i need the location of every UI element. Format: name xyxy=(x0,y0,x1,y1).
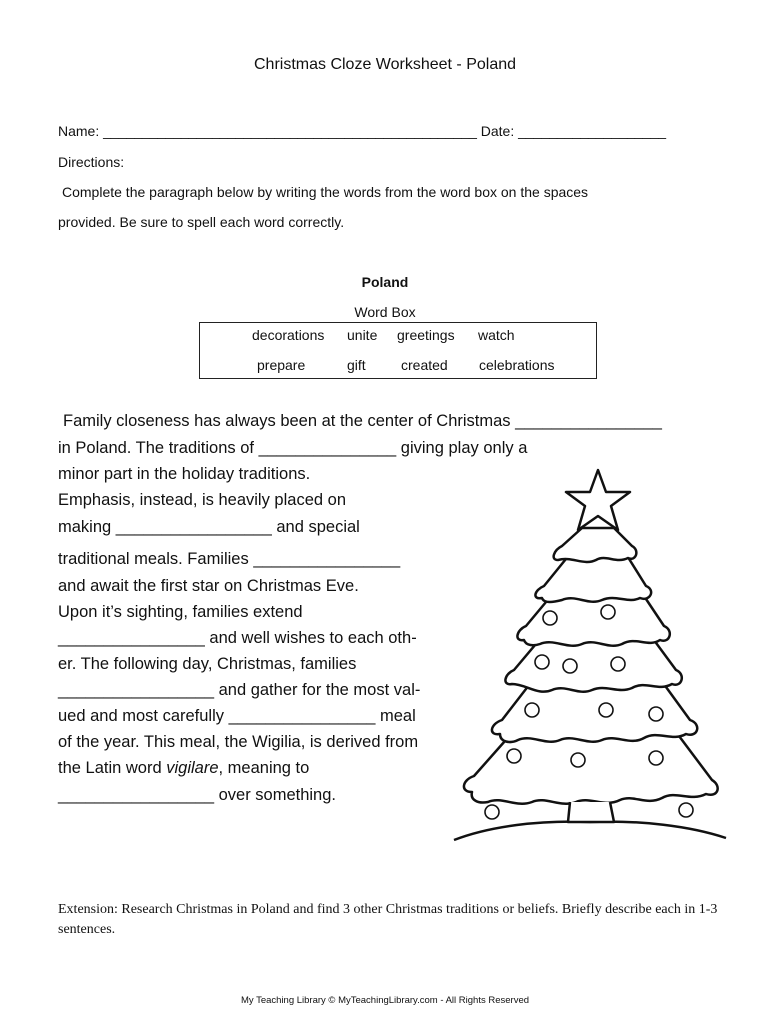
ornament-icon xyxy=(679,803,693,817)
footer-copyright: My Teaching Library © MyTeachingLibrary.com - All Rights Reserved xyxy=(240,995,530,1006)
word-box xyxy=(199,322,597,379)
paragraph-text: , meaning to xyxy=(218,759,310,777)
name-date-line: Name: ________________________________________________ Date: ___________________ xyxy=(58,123,667,139)
ornament-icon xyxy=(599,703,613,717)
ornament-icon xyxy=(507,749,521,763)
ornament-icon xyxy=(543,611,557,625)
paragraph-line: in Poland. The traditions of _______________ giving play only a xyxy=(58,439,528,457)
paragraph-line: Family closeness has always been at the center of Christmas ________________ xyxy=(63,412,662,430)
paragraph-line: making _________________ and special xyxy=(58,518,360,536)
ornament-icon xyxy=(535,655,549,669)
paragraph-line: ued and most carefully ________________ meal xyxy=(58,707,416,725)
paragraph-line: _________________ over something. xyxy=(58,786,336,804)
star-icon xyxy=(566,470,630,530)
word-decorations: decorations xyxy=(252,327,325,343)
ornament-icon xyxy=(571,753,585,767)
paragraph-line: of the year. This meal, the Wigilia, is derived from xyxy=(58,733,419,751)
paragraph-line: traditional meals. Families ________________ xyxy=(58,550,401,568)
word-unite: unite xyxy=(347,327,378,343)
word-greetings: greetings xyxy=(397,327,455,343)
word-box-label: Word Box xyxy=(354,304,416,320)
ornament-icon xyxy=(485,805,499,819)
paragraph-line: ________________ and well wishes to each oth- xyxy=(58,629,417,647)
ornament-icon xyxy=(611,657,625,671)
ornament-icon xyxy=(601,605,615,619)
tree-tier xyxy=(554,528,637,562)
paragraph-line xyxy=(58,759,309,778)
paragraph-line: _________________ and gather for the most val- xyxy=(58,681,421,699)
paragraph-line: and await the first star on Christmas Eve. xyxy=(58,577,359,595)
paragraph-line: Upon it’s sighting, families extend xyxy=(58,603,303,621)
directions-text-line-1: Complete the paragraph below by writing the words from the word box on the spaces xyxy=(62,184,589,200)
christmas-tree-icon xyxy=(450,462,730,847)
word-created: created xyxy=(401,357,448,373)
worksheet-title: Christmas Cloze Worksheet - Poland xyxy=(253,56,517,73)
section-heading: Poland xyxy=(361,274,409,290)
word-gift: gift xyxy=(347,357,366,373)
directions-label: Directions: xyxy=(58,154,125,170)
paragraph-line: er. The following day, Christmas, families xyxy=(58,655,357,673)
paragraph-line: minor part in the holiday traditions. xyxy=(58,465,311,483)
word-watch: watch xyxy=(478,327,515,343)
ornament-icon xyxy=(649,707,663,721)
paragraph-line: Emphasis, instead, is heavily placed on xyxy=(58,491,346,509)
ornament-icon xyxy=(525,703,539,717)
word-celebrations: celebrations xyxy=(479,357,555,373)
tree-ground xyxy=(454,822,726,840)
directions-text-line-2: provided. Be sure to spell each word correctly. xyxy=(58,214,345,230)
extension-text: Extension: Research Christmas in Poland and find 3 other Christmas traditions or beliefs. Briefly describe each in 1-3 sentences. xyxy=(58,902,718,937)
tree-trunk xyxy=(568,802,614,822)
paragraph-text: the Latin word xyxy=(58,759,167,777)
ornament-icon xyxy=(649,751,663,765)
word-prepare: prepare xyxy=(257,357,306,373)
latin-word: vigilare xyxy=(166,759,219,777)
ornament-icon xyxy=(563,659,577,673)
